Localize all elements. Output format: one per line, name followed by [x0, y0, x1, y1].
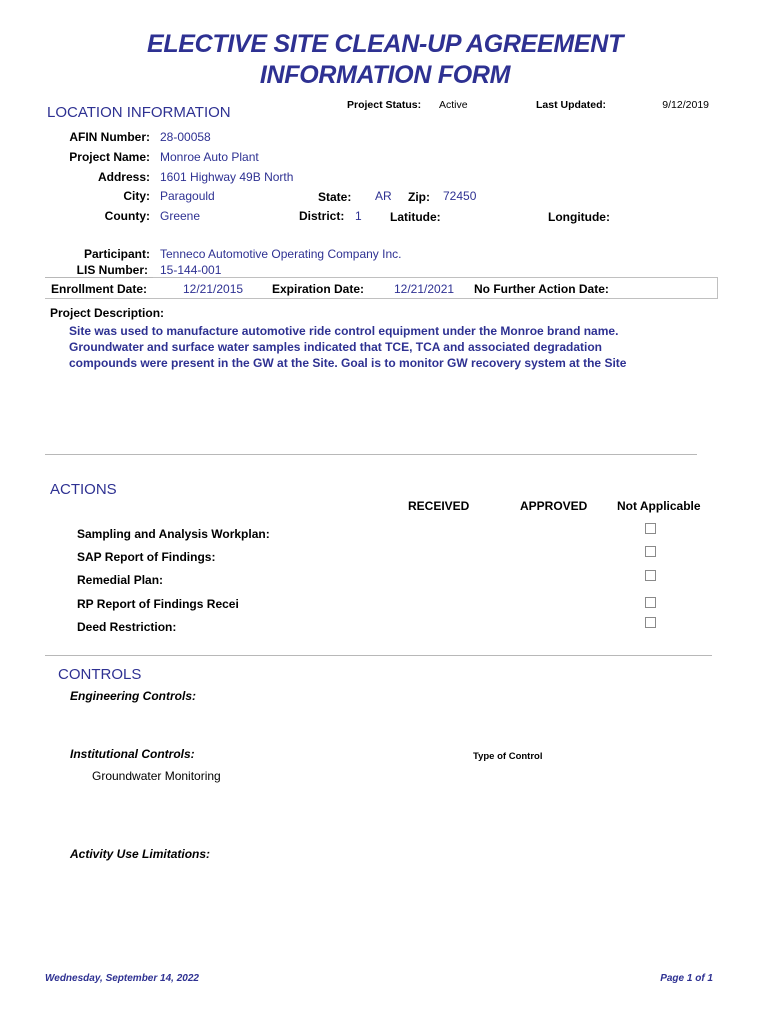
participant-label: Participant:: [83, 247, 150, 261]
divider-actions: [45, 655, 712, 656]
description-line-3: compounds were present in the GW at the Site. Goal is to monitor GW recovery system at the Site: [69, 356, 627, 370]
actions-heading: ACTIONS: [50, 481, 117, 498]
description-line-1: Site was used to manufacture automotive ride control equipment under the Monroe brand name.: [69, 324, 619, 338]
na-checkbox-remedial-plan[interactable]: [645, 570, 656, 581]
county-label: County:: [104, 209, 150, 223]
address-label: Address:: [97, 170, 150, 184]
institutional-controls-label: Institutional Controls:: [70, 747, 195, 761]
na-checkbox-sap-report[interactable]: [645, 546, 656, 557]
state-label: State:: [318, 190, 352, 204]
na-checkbox-sampling[interactable]: [645, 523, 656, 534]
zip-label: Zip:: [408, 190, 430, 204]
engineering-controls-label: Engineering Controls:: [70, 689, 196, 703]
description-label: Project Description:: [50, 306, 165, 320]
last-updated-value: 9/12/2019: [662, 99, 709, 111]
description-line-2: Groundwater and surface water samples indicated that TCE, TCA and associated degradation: [69, 340, 603, 354]
lis-label: LIS Number:: [76, 263, 148, 277]
lis-value: 15-144-001: [160, 263, 222, 277]
city-value: Paragould: [160, 189, 215, 203]
project-status-label: Project Status:: [347, 99, 422, 111]
type-of-control-label: Type of Control: [473, 751, 543, 762]
location-heading: LOCATION INFORMATION: [47, 104, 231, 121]
action-item-rp-report: RP Report of Findings Recei: [77, 597, 239, 611]
zip-value: 72450: [443, 189, 477, 203]
enrollment-value: 12/21/2015: [183, 282, 244, 296]
col-not-applicable: Not Applicable: [617, 499, 701, 513]
afin-label: AFIN Number:: [69, 130, 150, 144]
participant-value: Tenneco Automotive Operating Company Inc.: [160, 247, 402, 261]
state-value: AR: [375, 189, 392, 203]
action-item-sampling: Sampling and Analysis Workplan:: [77, 527, 270, 541]
county-value: Greene: [160, 209, 201, 223]
footer-date: Wednesday, September 14, 2022: [45, 973, 199, 984]
nfa-label: No Further Action Date:: [474, 282, 609, 296]
enrollment-label: Enrollment Date:: [51, 282, 148, 296]
address-value: 1601 Highway 49B North: [160, 170, 294, 184]
controls-heading: CONTROLS: [58, 666, 142, 683]
longitude-label: Longitude:: [548, 210, 610, 224]
project-status-value: Active: [439, 99, 468, 111]
district-value: 1: [355, 209, 362, 223]
expiration-label: Expiration Date:: [272, 282, 365, 296]
district-label: District:: [299, 209, 345, 223]
expiration-value: 12/21/2021: [394, 282, 455, 296]
project-name-value: Monroe Auto Plant: [160, 150, 259, 164]
institutional-control-value: Groundwater Monitoring: [92, 769, 221, 783]
city-label: City:: [123, 189, 150, 203]
afin-value: 28-00058: [160, 130, 211, 144]
form-title-line-1: ELECTIVE SITE CLEAN-UP AGREEMENT: [146, 30, 624, 58]
footer-page-number: Page 1 of 1: [660, 973, 713, 984]
project-name-label: Project Name:: [69, 150, 150, 164]
col-approved: APPROVED: [520, 499, 588, 513]
last-updated-label: Last Updated:: [536, 99, 607, 111]
activity-use-limitations-label: Activity Use Limitations:: [70, 847, 211, 861]
latitude-label: Latitude:: [390, 210, 441, 224]
action-item-sap-report: SAP Report of Findings:: [77, 550, 216, 564]
na-checkbox-deed-restriction[interactable]: [645, 617, 656, 628]
col-received: RECEIVED: [408, 499, 470, 513]
na-checkbox-rp-report[interactable]: [645, 597, 656, 608]
action-item-deed-restriction: Deed Restriction:: [77, 620, 177, 634]
divider-location: [45, 454, 697, 455]
action-item-remedial-plan: Remedial Plan:: [77, 573, 164, 587]
dates-box-top-left: [45, 277, 153, 278]
form-title-line-2: INFORMATION FORM: [259, 61, 511, 89]
